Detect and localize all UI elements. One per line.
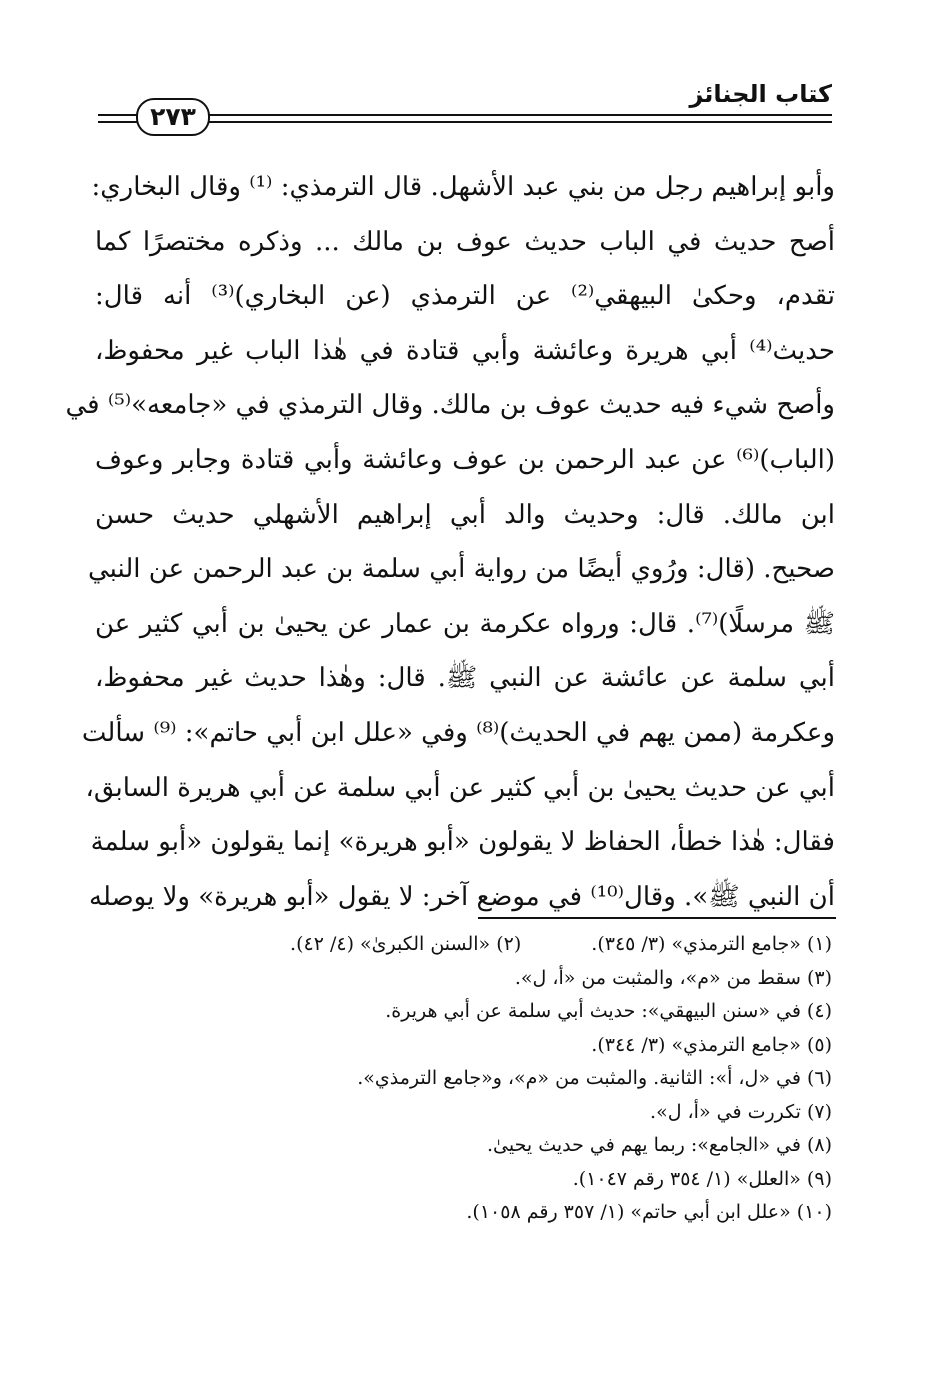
footnote: (٦) في «ل، أ»: الثانية. والمثبت من «م»، و«جامع الترمذي». xyxy=(357,1067,832,1089)
body-line: تقدم، وحكىٰ البيهقي⁽²⁾ عن الترمذي (عن البخاري)⁽³⁾ أنه قال: xyxy=(95,281,835,312)
body-text xyxy=(65,160,835,924)
chapter-title: كتاب الجنائز xyxy=(689,80,832,108)
footnote: (٧) تكررت في «أ، ل». xyxy=(650,1100,832,1123)
body-line: وعكرمة (ممن يهم في الحديث)⁽⁸⁾ وفي «علل ابن أبي حاتم»: ⁽⁹⁾ سألت xyxy=(81,717,835,748)
footnote-row xyxy=(94,928,832,962)
page-number: ٢٧٣ xyxy=(136,98,210,136)
body-line: أبي عن حديث يحيىٰ بن أبي كثير عن أبي سلمة عن أبي هريرة السابق، xyxy=(85,772,835,803)
body-line: أن النبي ﷺ». وقال⁽¹⁰⁾ في موضع آخر: لا يقول «أبو هريرة» ولا يوصله xyxy=(89,881,835,912)
body-line: فقال: هٰذا خطأ، الحفاظ لا يقولون «أبو هريرة» إنما يقولون «أبو سلمة xyxy=(90,827,835,858)
header-rule xyxy=(98,121,140,123)
body-line: صحيح. (قال: ورُوي أيضًا من رواية أبي سلمة بن عبد الرحمن عن النبي xyxy=(88,554,835,585)
body-line: ابن مالك. قال: وحديث والد أبي إبراهيم الأشهلي حديث حسن xyxy=(95,499,835,530)
body-line: (الباب)⁽⁶⁾ عن عبد الرحمن بن عوف وعائشة وأبي قتادة وجابر وعوف xyxy=(95,444,835,475)
body-line: أبي سلمة عن عائشة عن النبي ﷺ. قال: وهٰذا حديث غير محفوظ، xyxy=(95,663,835,694)
footnote: (١٠) «علل ابن أبي حاتم» (١/ ٣٥٧ رقم ١٠٥٨). xyxy=(466,1201,832,1223)
footnote: (٣) سقط من «م»، والمثبت من «أ، ل». xyxy=(514,966,832,989)
body-line: وأصح شيء فيه حديث عوف بن مالك. وقال الترمذي في «جامعه»⁽⁵⁾ في xyxy=(65,390,835,421)
footnote: (١) «جامع الترمذي» (٣/ ٣٤٥). xyxy=(591,933,832,955)
body-line: ﷺ مرسلًا)⁽⁷⁾. قال: ورواه عكرمة بن عمار عن يحيىٰ بن أبي كثير عن xyxy=(95,608,835,639)
footnote: (٢) «السنن الكبرىٰ» (٤/ ٤٢). xyxy=(290,933,522,955)
footnote: (٨) في «الجامع»: ربما يهم في حديث يحيىٰ. xyxy=(487,1134,832,1156)
header-rule xyxy=(98,114,140,116)
body-line: أصح حديث في الباب حديث عوف بن مالك ... وذكره مختصرًا كما xyxy=(95,226,835,257)
header-rule xyxy=(208,121,832,123)
header-rule xyxy=(208,114,832,116)
footnote: (٥) «جامع الترمذي» (٣/ ٣٤٤). xyxy=(591,1033,832,1056)
body-line: وأبو إبراهيم رجل من بني عبد الأشهل. قال الترمذي: ⁽¹⁾ وقال البخاري: xyxy=(91,172,835,202)
body-line: حديث⁽⁴⁾ أبي هريرة وعائشة وأبي قتادة في هٰذا الباب غير محفوظ، xyxy=(95,335,835,366)
footnote-separator xyxy=(478,917,836,919)
footnote: (٤) في «سنن البيهقي»: حديث أبي سلمة عن أبي هريرة. xyxy=(385,1000,832,1022)
footnotes xyxy=(94,928,832,1230)
footnote: (٩) «العلل» (١/ ٣٥٤ رقم ١٠٤٧). xyxy=(572,1167,832,1190)
